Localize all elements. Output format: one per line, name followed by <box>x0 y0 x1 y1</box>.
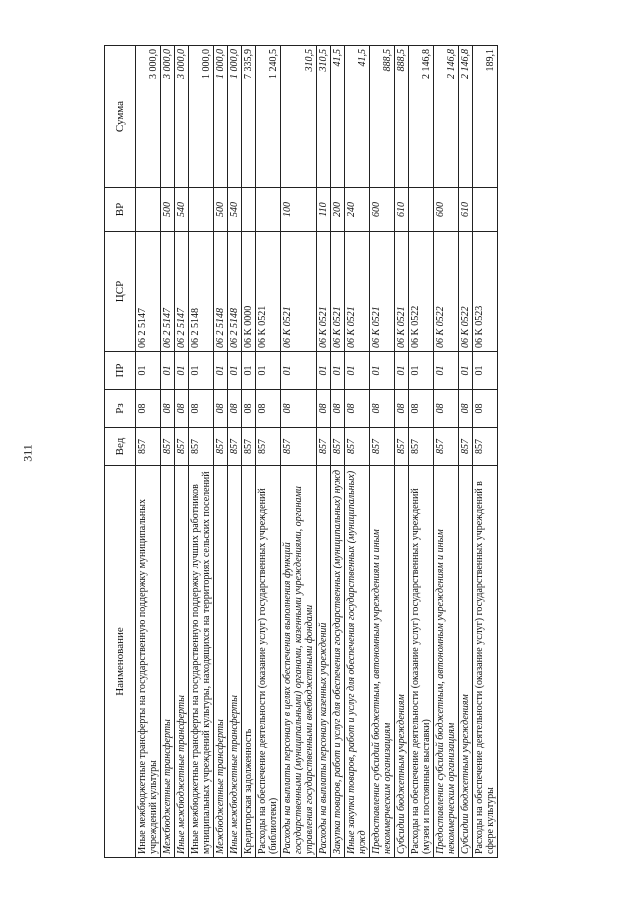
cell-sum: 2 146,8 <box>459 46 473 188</box>
cell-name: Закупка товаров, работ и услуг для обеспечения государственных (муниципальных) нужд <box>331 466 345 858</box>
table-row <box>136 46 161 858</box>
cell-pr: 01 <box>331 352 345 390</box>
cell-pr: 01 <box>242 352 256 390</box>
cell-ved: 857 <box>345 428 370 466</box>
cell-rz: 08 <box>317 390 331 428</box>
cell-csr: 06 K 0522 <box>434 232 459 352</box>
table-row <box>228 46 242 858</box>
cell-pr: 01 <box>395 352 409 390</box>
table-row <box>434 46 459 858</box>
cell-sum: 7 335,9 <box>242 46 256 188</box>
cell-ved: 857 <box>434 428 459 466</box>
cell-rz: 08 <box>409 390 434 428</box>
header-pr: ПР <box>105 352 136 390</box>
table-row <box>281 46 317 858</box>
cell-ved: 857 <box>242 428 256 466</box>
cell-rz: 08 <box>473 390 498 428</box>
cell-csr: 06 K 0521 <box>395 232 409 352</box>
cell-vr: 610 <box>459 188 473 232</box>
cell-ved: 857 <box>214 428 228 466</box>
cell-rz: 08 <box>345 390 370 428</box>
cell-ved: 857 <box>317 428 331 466</box>
cell-sum: 2 146,8 <box>434 46 459 188</box>
cell-rz: 08 <box>331 390 345 428</box>
budget-table <box>104 45 498 858</box>
cell-pr: 01 <box>189 352 214 390</box>
cell-sum: 3 000,0 <box>136 46 161 188</box>
cell-name: Межбюджетные трансферты <box>214 466 228 858</box>
cell-vr: 100 <box>281 188 317 232</box>
cell-name: Расходы на обеспечение деятельности (оказание услуг) государственных учреждений (музеи и постоянные выставки) <box>409 466 434 858</box>
cell-ved: 857 <box>459 428 473 466</box>
cell-sum: 888,5 <box>370 46 395 188</box>
cell-csr: 06 2 5148 <box>214 232 228 352</box>
cell-vr: 600 <box>434 188 459 232</box>
cell-pr: 01 <box>228 352 242 390</box>
cell-rz: 08 <box>395 390 409 428</box>
table-row <box>473 46 498 858</box>
cell-ved: 857 <box>136 428 161 466</box>
cell-pr: 01 <box>434 352 459 390</box>
cell-sum: 3 000,0 <box>175 46 189 188</box>
cell-rz: 08 <box>161 390 175 428</box>
table-row <box>161 46 175 858</box>
cell-rz: 08 <box>242 390 256 428</box>
cell-name: Иные межбюджетные трансферты на государственную поддержку лучших работников муниципальных учреждений культуры, находящихся на территориях сельских поселений <box>189 466 214 858</box>
cell-rz: 08 <box>370 390 395 428</box>
cell-pr: 01 <box>161 352 175 390</box>
cell-ved: 857 <box>281 428 317 466</box>
cell-sum: 189,1 <box>473 46 498 188</box>
cell-name: Иные межбюджетные трансферты на государственную поддержку муниципальных учреждений культуры <box>136 466 161 858</box>
rotated-table-container <box>104 46 566 858</box>
cell-name: Иные межбюджетные трансферты <box>175 466 189 858</box>
cell-csr: 06 K 0521 <box>281 232 317 352</box>
cell-pr: 01 <box>473 352 498 390</box>
cell-csr: 06 2 5148 <box>228 232 242 352</box>
cell-vr: 110 <box>317 188 331 232</box>
cell-name: Расходы на обеспечение деятельности (оказание услуг) государственных учреждений (библиотеки) <box>256 466 281 858</box>
cell-name: Расходы на обеспечение деятельности (оказание услуг) государственных учреждений в сфере культуры <box>473 466 498 858</box>
cell-pr: 01 <box>409 352 434 390</box>
page-number: 311 <box>20 444 35 462</box>
cell-rz: 08 <box>214 390 228 428</box>
cell-pr: 01 <box>136 352 161 390</box>
cell-vr <box>189 188 214 232</box>
cell-ved: 857 <box>256 428 281 466</box>
cell-pr: 01 <box>345 352 370 390</box>
cell-vr: 610 <box>395 188 409 232</box>
table-row <box>242 46 256 858</box>
cell-ved: 857 <box>161 428 175 466</box>
cell-csr: 06 K 0521 <box>331 232 345 352</box>
cell-vr <box>242 188 256 232</box>
table-body <box>136 46 498 858</box>
table-row <box>409 46 434 858</box>
cell-rz: 08 <box>175 390 189 428</box>
cell-sum: 1 000,0 <box>228 46 242 188</box>
table-row <box>256 46 281 858</box>
header-rz: Рз <box>105 390 136 428</box>
cell-vr: 240 <box>345 188 370 232</box>
cell-pr: 01 <box>175 352 189 390</box>
cell-vr <box>473 188 498 232</box>
cell-name: Субсидии бюджетным учреждениям <box>459 466 473 858</box>
cell-ved: 857 <box>189 428 214 466</box>
cell-name: Предоставление субсидий бюджетным, автономным учреждениям и иным некоммерческим организациям <box>434 466 459 858</box>
cell-pr: 01 <box>370 352 395 390</box>
cell-sum: 1 000,0 <box>214 46 228 188</box>
cell-vr <box>136 188 161 232</box>
cell-pr: 01 <box>317 352 331 390</box>
cell-pr: 01 <box>459 352 473 390</box>
cell-csr: 06 K 0521 <box>345 232 370 352</box>
cell-vr: 500 <box>214 188 228 232</box>
cell-csr: 06 K 0521 <box>370 232 395 352</box>
cell-csr: 06 K 0000 <box>242 232 256 352</box>
table-row <box>331 46 345 858</box>
cell-rz: 08 <box>256 390 281 428</box>
cell-ved: 857 <box>331 428 345 466</box>
cell-rz: 08 <box>459 390 473 428</box>
cell-name: Иные закупки товаров, работ и услуг для обеспечения государственных (муниципальных) нужд <box>345 466 370 858</box>
cell-pr: 01 <box>281 352 317 390</box>
cell-sum: 888,5 <box>395 46 409 188</box>
table-row <box>175 46 189 858</box>
cell-rz: 08 <box>281 390 317 428</box>
cell-rz: 08 <box>434 390 459 428</box>
cell-sum: 3 000,0 <box>161 46 175 188</box>
table-row <box>370 46 395 858</box>
cell-name: Субсидии бюджетным учреждениям <box>395 466 409 858</box>
cell-sum: 1 000,0 <box>189 46 214 188</box>
cell-vr: 500 <box>161 188 175 232</box>
cell-name: Расходы на выплаты персоналу казенных учреждений <box>317 466 331 858</box>
table-row <box>317 46 331 858</box>
cell-sum: 310,5 <box>281 46 317 188</box>
table-row <box>395 46 409 858</box>
cell-ved: 857 <box>175 428 189 466</box>
cell-csr: 06 2 5147 <box>175 232 189 352</box>
cell-vr: 200 <box>331 188 345 232</box>
header-ved: Вед <box>105 428 136 466</box>
cell-rz: 08 <box>189 390 214 428</box>
cell-vr: 600 <box>370 188 395 232</box>
table-row <box>459 46 473 858</box>
table-row <box>214 46 228 858</box>
cell-sum: 1 240,5 <box>256 46 281 188</box>
header-csr: ЦСР <box>105 232 136 352</box>
cell-csr: 06 K 0522 <box>409 232 434 352</box>
header-row <box>105 46 136 858</box>
cell-name: Расходы на выплаты персоналу в целях обеспечения выполнения функций государственными (муниципальными) органами, казенными учреждениями, органами управления государственными внебюджетными фондами <box>281 466 317 858</box>
cell-csr: 06 2 5147 <box>136 232 161 352</box>
table-row <box>345 46 370 858</box>
cell-ved: 857 <box>395 428 409 466</box>
cell-name: Иные межбюджетные трансферты <box>228 466 242 858</box>
cell-csr: 06 K 0523 <box>473 232 498 352</box>
cell-sum: 41,5 <box>331 46 345 188</box>
cell-pr: 01 <box>256 352 281 390</box>
cell-sum: 2 146,8 <box>409 46 434 188</box>
cell-vr: 540 <box>175 188 189 232</box>
table-row <box>189 46 214 858</box>
cell-vr <box>256 188 281 232</box>
cell-csr: 06 K 0521 <box>317 232 331 352</box>
cell-name: Предоставление субсидий бюджетным, автономным учреждениям и иным некоммерческим организациям <box>370 466 395 858</box>
header-sum: Сумма <box>105 46 136 188</box>
header-vr: ВР <box>105 188 136 232</box>
cell-csr: 06 K 0522 <box>459 232 473 352</box>
cell-vr <box>409 188 434 232</box>
cell-sum: 310,5 <box>317 46 331 188</box>
cell-rz: 08 <box>136 390 161 428</box>
cell-ved: 857 <box>409 428 434 466</box>
cell-name: Межбюджетные трансферты <box>161 466 175 858</box>
cell-ved: 857 <box>473 428 498 466</box>
cell-ved: 857 <box>370 428 395 466</box>
cell-csr: 06 2 5148 <box>189 232 214 352</box>
cell-pr: 01 <box>214 352 228 390</box>
cell-sum: 41,5 <box>345 46 370 188</box>
cell-rz: 08 <box>228 390 242 428</box>
cell-ved: 857 <box>228 428 242 466</box>
cell-csr: 06 K 0521 <box>256 232 281 352</box>
cell-vr: 540 <box>228 188 242 232</box>
cell-name: Кредиторская задолженность <box>242 466 256 858</box>
cell-csr: 06 2 5147 <box>161 232 175 352</box>
header-name: Наименование <box>105 466 136 858</box>
